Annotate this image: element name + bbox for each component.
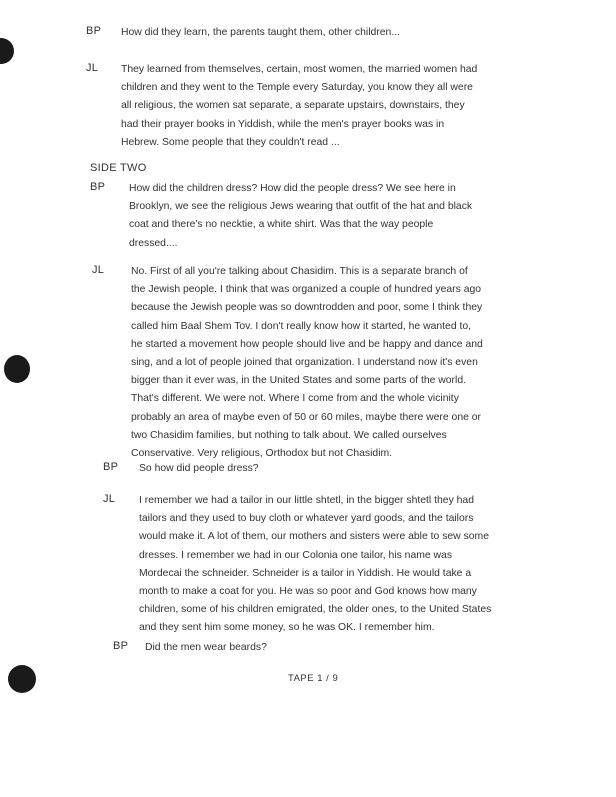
- text-line: he started a movement how people should live and be happy and dance and: [131, 338, 483, 350]
- text-line: How did the children dress? How did the people dress? We see here in: [129, 183, 456, 194]
- text-line: coat and there's no necktie, a white shirt. Was that the way people: [129, 219, 434, 231]
- text-line: because the Jewish people was so downtrodden and poor, some I think they: [131, 302, 483, 314]
- text-line: bigger than it ever was, in the United States and some parts of the world.: [131, 375, 466, 387]
- speaker-label: BP: [103, 461, 119, 473]
- punch-hole-top: [0, 38, 14, 64]
- speaker-label: JL: [103, 493, 116, 505]
- text-line: Did the men wear beards?: [145, 642, 267, 653]
- dialogue-text: [145, 639, 267, 657]
- text-line: children, some of his children emigrated, the older ones, to the United States: [139, 604, 492, 616]
- speaker-label: BP: [90, 181, 106, 193]
- punch-hole-bottom: [8, 665, 36, 693]
- speaker-label: BP: [113, 640, 129, 652]
- text-line: the Jewish people. I think that was organized a couple of hundred years ago: [131, 284, 482, 296]
- dialogue-text: [131, 263, 483, 463]
- text-line: had their prayer books in Yiddish, while the men's prayer books was in: [121, 118, 445, 130]
- text-line: So how did people dress?: [139, 463, 259, 474]
- text-line: dressed....: [129, 237, 178, 249]
- text-line: and they sent him some money, so he was OK. I remember him.: [139, 622, 435, 634]
- tape-page-footer: TAPE 1 / 9: [288, 673, 339, 684]
- dialogue-text: [129, 180, 472, 253]
- text-line: How did they learn, the parents taught them, other children...: [121, 27, 400, 38]
- text-line: tailors and they used to buy cloth or whatever yard goods, and the tailors: [139, 513, 474, 525]
- text-line: dresses. I remember we had in our Colonia one tailor, his name was: [139, 549, 453, 561]
- text-line: Mordecai the schneider. Schneider is a tailor in Yiddish. He would take a: [139, 567, 472, 579]
- text-line: No. First of all you're talking about Chasidim. This is a separate branch of: [131, 266, 468, 277]
- text-line: I remember we had a tailor in our little shtetl, in the bigger shtetl they had: [139, 495, 474, 506]
- dialogue-text: [121, 61, 477, 152]
- text-line: Conservative. Very religious, Orthodox but not Chasidim.: [131, 448, 393, 460]
- side-heading: SIDE TWO: [90, 162, 147, 174]
- speaker-label: BP: [86, 25, 102, 37]
- text-line: children and they went to the Temple every Saturday, you know they all were: [121, 82, 473, 94]
- text-line: Hebrew. Some people that they couldn't read ...: [121, 136, 340, 148]
- text-line: called him Baal Shem Tov. I don't really know how it started, he wanted to,: [131, 320, 472, 332]
- dialogue-text: [139, 492, 491, 638]
- text-line: That's different. We were not. Where I come from and the whole vicinity: [131, 393, 459, 405]
- speaker-label: JL: [92, 264, 105, 276]
- punch-hole-middle: [4, 355, 30, 383]
- text-line: month to make a coat for you. He was so poor and God knows how many: [139, 586, 477, 598]
- dialogue-text: [121, 24, 400, 42]
- text-line: would make it. A lot of them, our mothers and sisters were able to sew some: [139, 531, 489, 543]
- text-line: sing, and a lot of people joined that organization. I understand now it's even: [131, 357, 478, 369]
- text-line: two Chasidim families, but nothing to talk about. We called ourselves: [131, 429, 447, 441]
- text-line: all religious, the women sat separate, a separate upstairs, downstairs, they: [121, 100, 465, 112]
- text-line: They learned from themselves, certain, most women, the married women had: [121, 64, 478, 75]
- dialogue-text: [139, 460, 259, 478]
- text-line: probably an area of maybe even of 50 or 60 miles, maybe there were one or: [131, 411, 482, 423]
- text-line: Brooklyn, we see the religious Jews wearing that outfit of the hat and black: [129, 201, 473, 213]
- speaker-label: JL: [86, 62, 99, 74]
